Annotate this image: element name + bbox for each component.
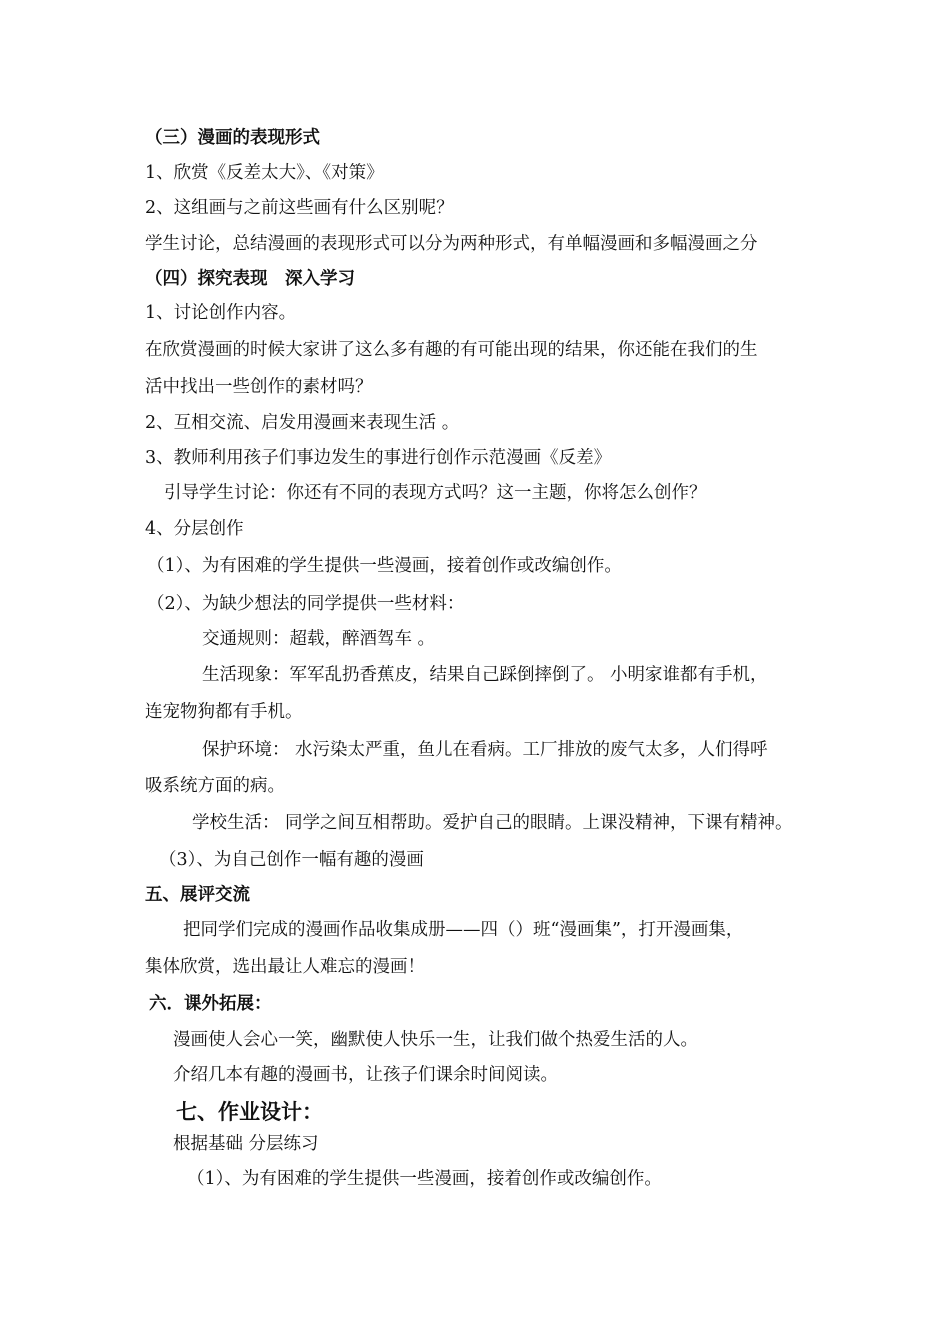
section-heading-4: （四）探究表现 深入学习 — [145, 269, 355, 289]
section-heading-5: 五、展评交流 — [145, 885, 250, 905]
text-line: 3、教师利用孩子们事边发生的事进行创作示范漫画《反差》 — [145, 448, 612, 468]
text-line: 保护环境： 水污染太严重，鱼儿在看病。工厂排放的废气太多，人们得呼 — [202, 740, 768, 760]
text-line: 2、互相交流、启发用漫画来表现生活 。 — [145, 413, 460, 433]
section-heading-7: 七、作业设计： — [176, 1100, 323, 1124]
text-line: 连宠物狗都有手机。 — [145, 702, 303, 722]
text-line: 学校生活： 同学之间互相帮助。爱护自己的眼睛。上课没精神，下课有精神。 — [192, 813, 793, 833]
text-line: 在欣赏漫画的时候大家讲了这么多有趣的有可能出现的结果，你还能在我们的生 — [145, 340, 758, 360]
text-line: 2、这组画与之前这些画有什么区别呢？ — [145, 198, 454, 218]
text-line: （3）、为自己创作一幅有趣的漫画 — [159, 850, 424, 870]
section-heading-6: 六．课外拓展： — [149, 994, 272, 1014]
text-line: 4、分层创作 — [145, 519, 244, 539]
text-line: （2）、为缺少想法的同学提供一些材料： — [147, 594, 465, 614]
text-line: 1、欣赏《反差太大》、《对策》 — [145, 163, 384, 183]
section-heading-3: （三）漫画的表现形式 — [145, 128, 320, 148]
text-line: 学生讨论，总结漫画的表现形式可以分为两种形式，有单幅漫画和多幅漫画之分 — [145, 234, 758, 254]
text-line: （1）、为有困难的学生提供一些漫画，接着创作或改编创作。 — [187, 1169, 662, 1189]
text-line: 漫画使人会心一笑，幽默使人快乐一生，让我们做个热爱生活的人。 — [173, 1030, 698, 1050]
text-line: 生活现象：军军乱扔香蕉皮，结果自己踩倒摔倒了。 小明家谁都有手机， — [202, 665, 768, 685]
text-line: 吸系统方面的病。 — [145, 776, 285, 796]
text-line: 活中找出一些创作的素材吗？ — [145, 377, 373, 397]
text-line: 集体欣赏，选出最让人难忘的漫画！ — [145, 957, 425, 977]
text-line: 根据基础 分层练习 — [173, 1134, 319, 1154]
text-line: 交通规则：超载，醉酒驾车 。 — [202, 629, 436, 649]
text-line: （1）、为有困难的学生提供一些漫画，接着创作或改编创作。 — [147, 556, 622, 576]
text-line: 介绍几本有趣的漫画书，让孩子们课余时间阅读。 — [173, 1065, 558, 1085]
text-line: 1、讨论创作内容。 — [145, 303, 297, 323]
text-line: 引导学生讨论：你还有不同的表现方式吗？这一主题，你将怎么创作？ — [164, 483, 707, 503]
text-line: 把同学们完成的漫画作品收集成册——四（）班“漫画集”，打开漫画集， — [183, 920, 744, 940]
